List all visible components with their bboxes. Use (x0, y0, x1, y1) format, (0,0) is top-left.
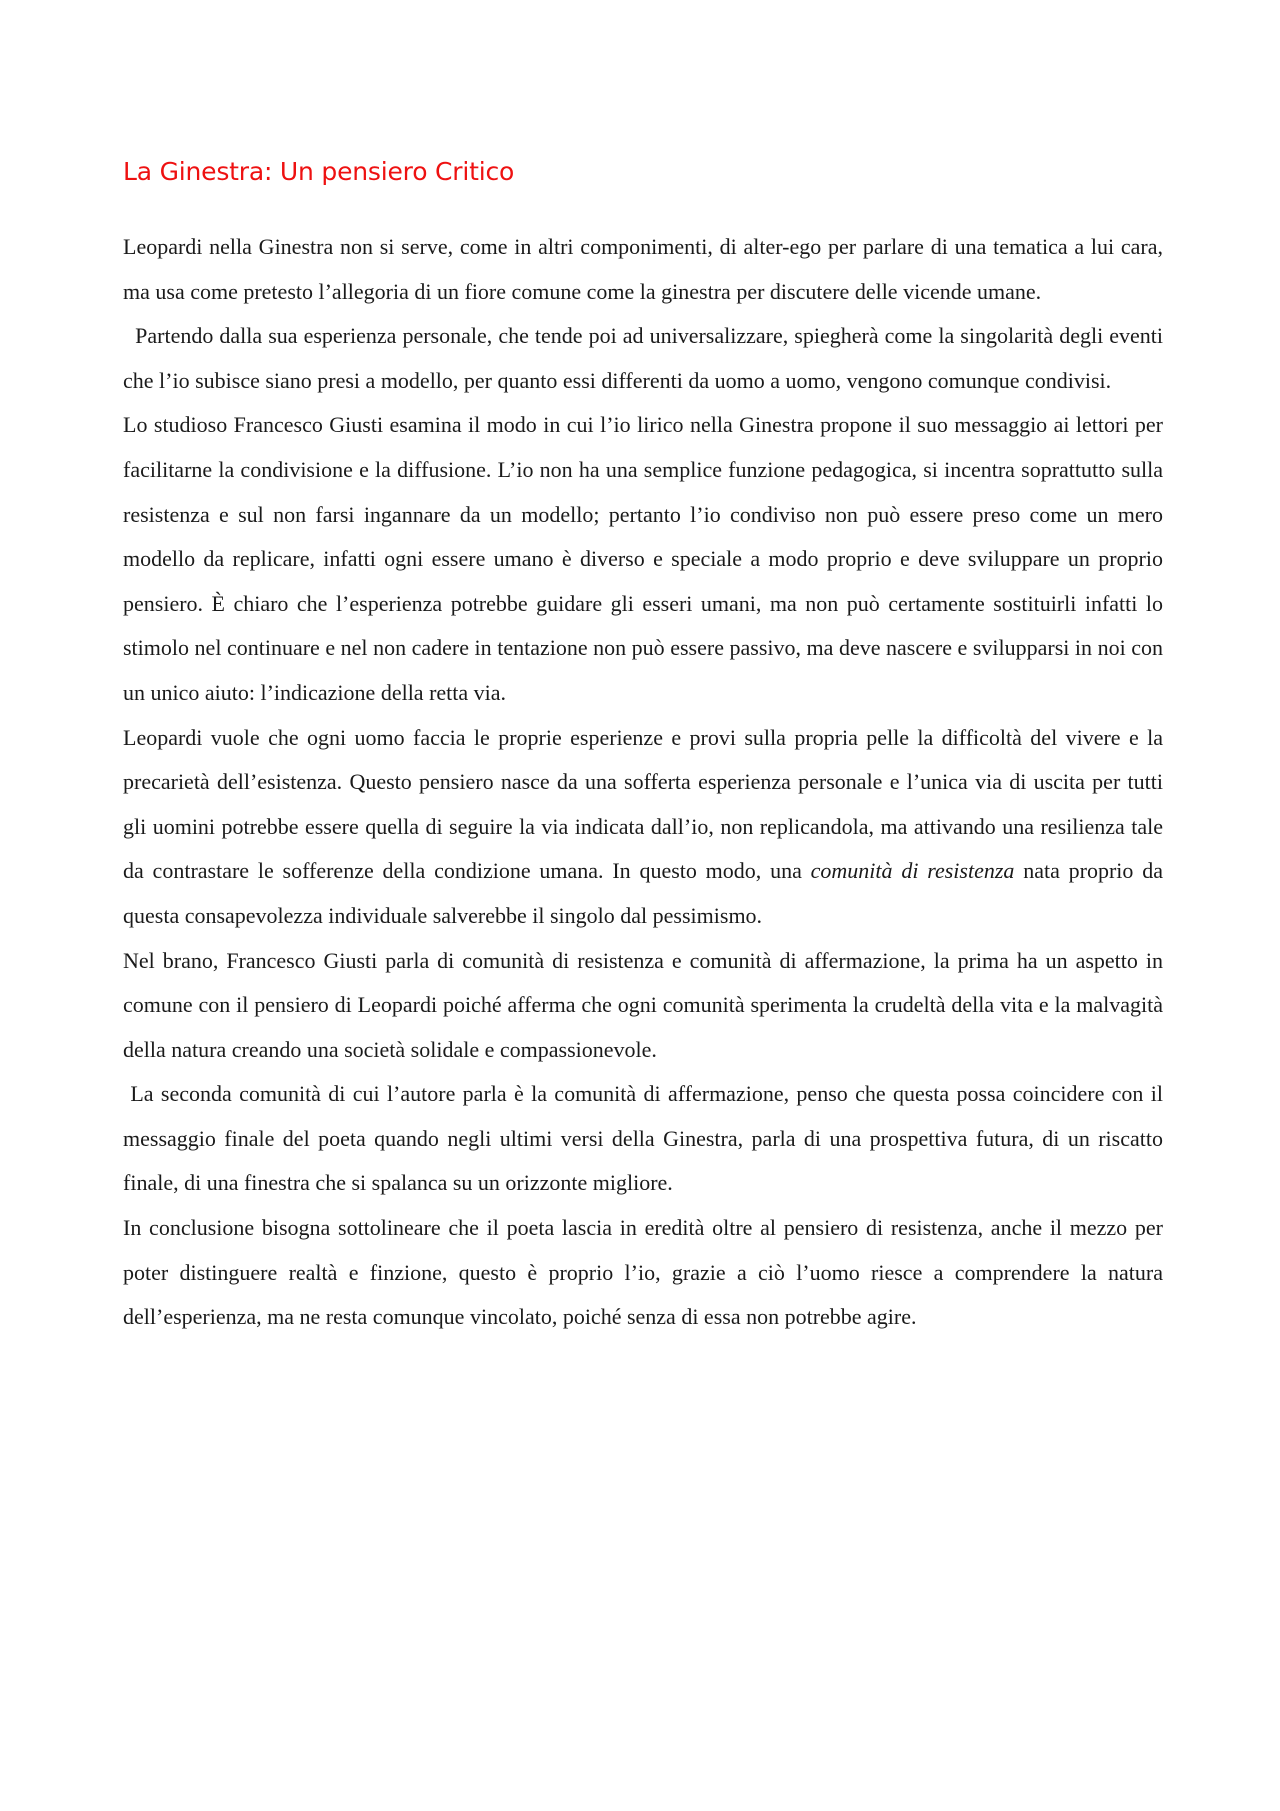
paragraph-4 (123, 716, 1163, 939)
paragraph-3: Lo studioso Francesco Giusti esamina il modo in cui l’io lirico nella Ginestra propone il suo messaggio ai lettori per facilitarne la condivisione e la diffusione. L’io non ha una semplice funzione pedagogica, si incentra soprattutto sulla resistenza e sul non farsi ingannare da un modello; pertanto l’io condiviso non può essere preso come un mero modello da replicare, infatti ogni essere umano è diverso e speciale a modo proprio e deve sviluppare un proprio pensiero. È chiaro che l’esperienza potrebbe guidare gli esseri umani, ma non può certamente sostituirli infatti lo stimolo nel continuare e nel non cadere in tentazione non può essere passivo, ma deve nascere e svilupparsi in noi con un unico aiuto: l’indicazione della retta via. (123, 412, 1163, 705)
paragraph-7: In conclusione bisogna sottolineare che il poeta lascia in eredità oltre al pensiero di resistenza, anche il mezzo per poter distinguere realtà e finzione, questo è proprio l’io, grazie a ciò l’uomo riesce a comprendere la natura dell’esperienza, ma ne resta comunque vincolato, poiché senza di essa non potrebbe agire. (123, 1215, 1163, 1330)
paragraph-6: La seconda comunità di cui l’autore parla è la comunità di affermazione, penso che questa possa coincidere con il messaggio finale del poeta quando negli ultimi versi della Ginestra, parla di una prospettiva futura, di un riscatto finale, di una finestra che si spalanca su un orizzonte migliore. (123, 1081, 1169, 1196)
document-body (123, 225, 1169, 1340)
paragraph-2: Partendo dalla sua esperienza personale, che tende poi ad universalizzare, spiegherà come la singolarità degli eventi che l’io subisce siano presi a modello, per quanto essi differenti da uomo a uomo, vengono comunque condivisi. (123, 323, 1169, 393)
paragraph-4-italic-term: comunità di resistenza (810, 858, 1015, 884)
paragraph-1: Leopardi nella Ginestra non si serve, come in altri componimenti, di alter-ego per parlare di una tematica a lui cara, ma usa come pretesto l’allegoria di un fiore comune come la ginestra per discutere delle vicende umane. (123, 234, 1163, 304)
paragraph-4-text-before: Leopardi vuole che ogni uomo faccia le proprie esperienze e provi sulla propria pelle la difficoltà del vivere e la precarietà dell’esistenza. Questo pensiero nasce da una sofferta esperienza personale e l’unica via di uscita per tutti gli uomini potrebbe essere quella di seguire la via indicata dall’io, non replicandola, ma attivando una resilienza tale da contrastare le sofferenze della condizione umana. In questo modo, una (123, 724, 1163, 884)
document-title: La Ginestra: Un pensiero Critico (123, 157, 515, 186)
paragraph-4-text-after: nata proprio da questa consapevolezza individuale salverebbe il singolo dal pessimismo. (123, 858, 1163, 928)
paragraph-5: Nel brano, Francesco Giusti parla di comunità di resistenza e comunità di affermazione, la prima ha un aspetto in comune con il pensiero di Leopardi poiché afferma che ogni comunità sperimenta la crudeltà della vita e la malvagità della natura creando una società solidale e compassionevole. (123, 947, 1163, 1062)
